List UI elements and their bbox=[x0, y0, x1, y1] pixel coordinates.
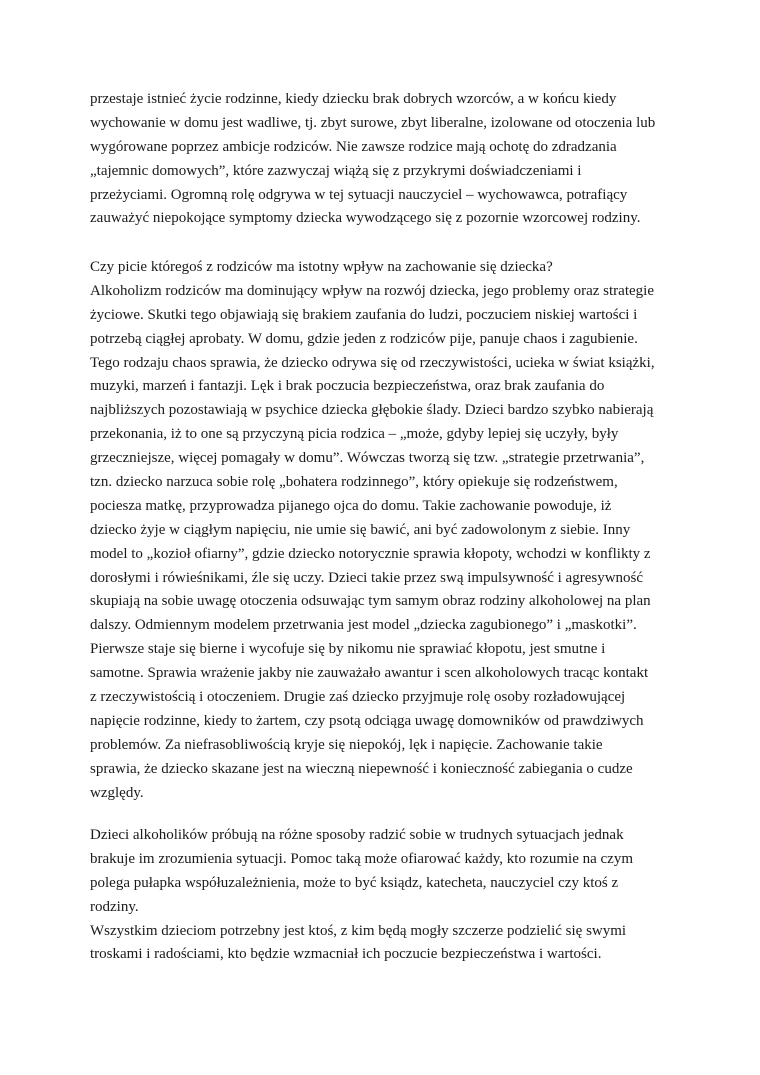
text-line: brakuje im zrozumienia sytuacji. Pomoc taką może ofiarować każdy, kto rozumie na czym bbox=[90, 850, 633, 867]
paragraph-alcoholism-impact bbox=[90, 256, 680, 805]
text-line: muzyki, marzeń i fantazji. Lęk i brak poczucia bezpieczeństwa, oraz brak zaufania do bbox=[90, 378, 605, 395]
text-line: troskami i radościami, kto będzie wzmacniał ich poczucie bezpieczeństwa i wartości. bbox=[90, 946, 602, 963]
text-line: sprawia, że dziecko skazane jest na wieczną niepewność i konieczność zabiegania o cudze bbox=[90, 760, 633, 777]
text-line: „tajemnic domowych”, które zazwyczaj wiążą się z przykrymi doświadczeniami i bbox=[90, 162, 582, 179]
text-line: wygórowane poprzez ambicje rodziców. Nie zawsze rodzice mają ochotę do zdradzania bbox=[90, 138, 617, 155]
text-line: polega pułapka współuzależnienia, może to być ksiądz, katecheta, nauczyciel czy ktoś z bbox=[90, 874, 619, 891]
paragraph-help-for-children bbox=[90, 824, 680, 967]
text-line: przekonania, iż to one są przyczyną picia rodzica – „może, gdyby lepiej się uczyły, były bbox=[90, 426, 619, 443]
question-heading: Czy picie któregoś z rodziców ma istotny wpływ na zachowanie się dziecka? bbox=[90, 259, 553, 275]
text-line: dorosłymi i rówieśnikami, źle się uczy. Dzieci takie przez swą impulsywność i agresywność bbox=[90, 569, 644, 586]
text-line: względy. bbox=[90, 784, 144, 801]
text-line: Tego rodzaju chaos sprawia, że dziecko odrywa się od rzeczywistości, ucieka w świat książki, bbox=[90, 354, 655, 371]
text-line: problemów. Za niefrasobliwością kryje się niepokój, lęk i napięcie. Zachowanie takie bbox=[90, 736, 603, 753]
text-line: Pierwsze staje się bierne i wycofuje się by nikomu nie sprawiać kłopotu, jest smutne i bbox=[90, 641, 606, 658]
text-line: przeżyciami. Ogromną rolę odgrywa w tej sytuacji nauczyciel – wychowawca, potrafiący bbox=[90, 186, 628, 203]
text-line: rodziny. bbox=[90, 898, 139, 915]
text-line: dziecko żyje w ciągłym napięciu, nie umie się bawić, ani być zadowolonym z siebie. Inny bbox=[90, 521, 631, 538]
text-line: grzeczniejsze, więcej pomagały w domu”. Wówczas tworzą się tzw. „strategie przetrwania”, bbox=[90, 450, 645, 467]
text-line: najbliższych pozostawiają w psychice dziecka głębokie ślady. Dzieci bardzo szybko nabierają bbox=[90, 402, 654, 419]
text-line: napięcie rodzinne, kiedy to żartem, czy psotą odciąga uwagę domowników od prawdziwych bbox=[90, 712, 644, 729]
text-line: Wszystkim dzieciom potrzebny jest ktoś, z kim będą mogły szczerze podzielić się swymi bbox=[90, 922, 627, 939]
text-line: z rzeczywistością i otoczeniem. Drugie zaś dziecko przyjmuje rolę osoby rozładowującej bbox=[90, 689, 626, 706]
text-line: tzn. dziecko narzuca sobie rolę „bohatera rodzinnego”, który opiekuje się rodzeństwem, bbox=[90, 474, 618, 491]
text-line: pociesza matkę, przyprowadza pijanego ojca do domu. Takie zachowanie powoduje, iż bbox=[90, 497, 612, 514]
text-line: wychowanie w domu jest wadliwe, tj. zbyt surowe, zbyt liberalne, izolowane od otoczenia lub bbox=[90, 114, 656, 131]
text-line: potrzebą ciągłej aprobaty. W domu, gdzie jeden z rodziców pije, panuje chaos i zagubienie. bbox=[90, 330, 638, 347]
text-line: dalszy. Odmiennym modelem przetrwania jest model „dziecka zagubionego” i „maskotki”. bbox=[90, 617, 637, 634]
text-line: samotne. Sprawia wrażenie jakby nie zauważało awantur i scen alkoholowych tracąc kontakt bbox=[90, 665, 649, 682]
text-line: przestaje istnieć życie rodzinne, kiedy dziecku brak dobrych wzorców, a w końcu kiedy bbox=[90, 91, 617, 107]
text-line: zauważyć niepokojące symptomy dziecka wywodzącego się z pozornie wzorcowej rodziny. bbox=[90, 210, 641, 227]
text-line: skupiają na sobie uwagę otoczenia odsuwając tym samym obraz rodziny alkoholowej na plan bbox=[90, 593, 651, 610]
text-line: model to „kozioł ofiarny”, gdzie dziecko notorycznie sprawia kłopoty, wchodzi w konflikty z bbox=[90, 545, 651, 562]
text-line: Alkoholizm rodziców ma dominujący wpływ na rozwój dziecka, jego problemy oraz strategie bbox=[90, 282, 654, 299]
text-line: Dzieci alkoholików próbują na różne sposoby radzić sobie w trudnych sytuacjach jednak bbox=[90, 827, 624, 843]
text-line: życiowe. Skutki tego objawiają się brakiem zaufania do ludzi, poczuciem niskiej wartości i bbox=[90, 306, 638, 323]
paragraph-family-problems bbox=[90, 88, 680, 231]
